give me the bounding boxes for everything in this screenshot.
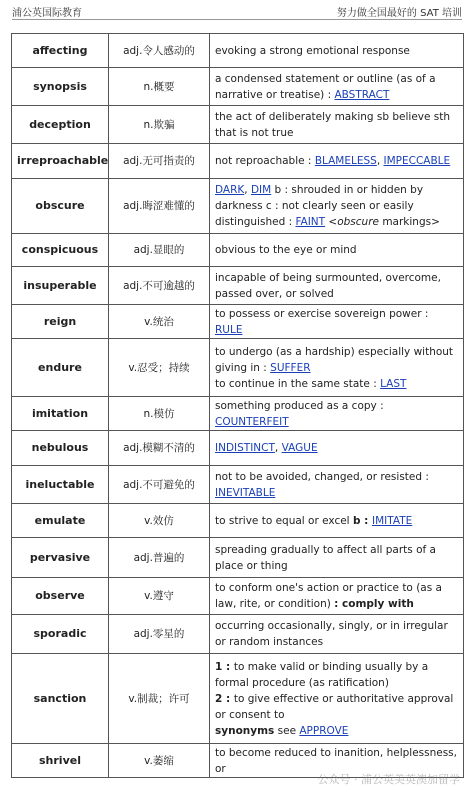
word-cell: irreproachable bbox=[12, 144, 109, 179]
table-row bbox=[12, 68, 464, 106]
xref-link[interactable]: ABSTRACT bbox=[334, 88, 390, 101]
definition-cell: to conform one's action or practice to (as a law, rite, or condition) : comply with bbox=[210, 578, 464, 615]
xref-link[interactable]: LAST bbox=[380, 377, 407, 390]
definition-cell: 1 : to make valid or binding usually by a formal procedure (as ratification) 2 : to give effective or authoritative approval or consent to synonyms see APPROVE bbox=[210, 654, 464, 744]
pos-cell: adj.无可指责的 bbox=[109, 144, 210, 179]
pos-cell: adj.模糊不清的 bbox=[109, 431, 210, 466]
definition-cell: not reproachable : BLAMELESS, IMPECCABLE bbox=[210, 144, 464, 179]
table-row bbox=[12, 234, 464, 267]
definition-cell: to become reduced to inanition, helplessness, or bbox=[210, 744, 464, 778]
xref-link[interactable]: FAINT bbox=[295, 216, 326, 228]
word-cell: ineluctable bbox=[12, 466, 109, 504]
xref-link[interactable]: INEVITABLE bbox=[215, 486, 276, 499]
pos-cell: v.统治 bbox=[109, 305, 210, 339]
pos-cell: n.概要 bbox=[109, 68, 210, 106]
pos-cell: adj.晦涩难懂的 bbox=[109, 179, 210, 234]
table-row bbox=[12, 397, 464, 431]
definition-cell: INDISTINCT, VAGUE bbox=[210, 431, 464, 466]
word-cell: observe bbox=[12, 578, 109, 615]
definition-cell: occurring occasionally, singly, or in irregular or random instances bbox=[210, 615, 464, 654]
word-cell: emulate bbox=[12, 504, 109, 538]
xref-link[interactable]: APPROVE bbox=[299, 724, 349, 737]
word-cell: pervasive bbox=[12, 538, 109, 578]
definition-cell: to possess or exercise sovereign power : RULE bbox=[210, 305, 464, 339]
xref-link[interactable]: INDISTINCT bbox=[215, 442, 275, 454]
pos-cell: v.萎缩 bbox=[109, 744, 210, 778]
pos-cell: adj.显眼的 bbox=[109, 234, 210, 267]
definition-cell: incapable of being surmounted, overcome, passed over, or solved bbox=[210, 267, 464, 305]
header-left-text: 浦公英国际教育 bbox=[12, 8, 82, 19]
definition-cell: obvious to the eye or mind bbox=[210, 234, 464, 267]
table-row bbox=[12, 654, 464, 744]
word-cell: sporadic bbox=[12, 615, 109, 654]
pos-cell: n.欺骗 bbox=[109, 106, 210, 144]
pos-cell: adj.令人感动的 bbox=[109, 34, 210, 68]
definition-cell: something produced as a copy : COUNTERFEIT bbox=[210, 397, 464, 431]
xref-link[interactable]: DIM bbox=[250, 184, 272, 196]
word-cell: endure bbox=[12, 339, 109, 397]
definition-cell: spreading gradually to affect all parts of a place or thing bbox=[210, 538, 464, 578]
word-cell: sanction bbox=[12, 654, 109, 744]
definition-cell: to strive to equal or excel b : IMITATE bbox=[210, 504, 464, 538]
table-row bbox=[12, 504, 464, 538]
table-row bbox=[12, 615, 464, 654]
pos-cell: v.效仿 bbox=[109, 504, 210, 538]
pos-cell: adj.零星的 bbox=[109, 615, 210, 654]
word-cell: affecting bbox=[12, 34, 109, 68]
table-row bbox=[12, 339, 464, 397]
xref-link[interactable]: BLAMELESS bbox=[314, 155, 377, 167]
word-cell: obscure bbox=[12, 179, 109, 234]
pos-cell: v.忍受；持续 bbox=[109, 339, 210, 397]
definition-cell: the act of deliberately making sb believe sth that is not true bbox=[210, 106, 464, 144]
table-row bbox=[12, 466, 464, 504]
page-header bbox=[0, 0, 474, 22]
word-cell: synopsis bbox=[12, 68, 109, 106]
word-cell: deception bbox=[12, 106, 109, 144]
pos-cell: v.制裁；许可 bbox=[109, 654, 210, 744]
definition-cell: to undergo (as a hardship) especially without giving in : SUFFER to continue in the same state : LAST bbox=[210, 339, 464, 397]
word-cell: nebulous bbox=[12, 431, 109, 466]
watermark: 公众号 · 浦公英美英澳加留学 bbox=[317, 773, 460, 786]
xref-link[interactable]: RULE bbox=[215, 323, 243, 336]
pos-cell: adj.不可逾越的 bbox=[109, 267, 210, 305]
vocabulary-table bbox=[11, 33, 464, 778]
definition-cell: a condensed statement or outline (as of a narrative or treatise) : ABSTRACT bbox=[210, 68, 464, 106]
xref-link[interactable]: COUNTERFEIT bbox=[215, 415, 289, 428]
xref-link[interactable]: VAGUE bbox=[281, 442, 318, 454]
table-row bbox=[12, 431, 464, 466]
pos-cell: adj.普遍的 bbox=[109, 538, 210, 578]
xref-link[interactable]: DARK bbox=[215, 184, 245, 196]
table-row bbox=[12, 106, 464, 144]
table-row bbox=[12, 267, 464, 305]
pos-cell: adj.不可避免的 bbox=[109, 466, 210, 504]
definition-cell: evoking a strong emotional response bbox=[210, 34, 464, 68]
word-cell: reign bbox=[12, 305, 109, 339]
word-cell: shrivel bbox=[12, 744, 109, 778]
definition-cell: not to be avoided, changed, or resisted : INEVITABLE bbox=[210, 466, 464, 504]
definition-cell: DARK, DIM b : shrouded in or hidden by darkness c : not clearly seen or easily distinguished : FAINT <obscure markings> bbox=[210, 179, 464, 234]
word-cell: imitation bbox=[12, 397, 109, 431]
table-row bbox=[12, 144, 464, 179]
xref-link[interactable]: SUFFER bbox=[270, 361, 311, 374]
table-row bbox=[12, 179, 464, 234]
table-row bbox=[12, 305, 464, 339]
table-row bbox=[12, 578, 464, 615]
header-divider bbox=[12, 19, 462, 20]
table-row bbox=[12, 34, 464, 68]
pos-cell: n.模仿 bbox=[109, 397, 210, 431]
word-cell: conspicuous bbox=[12, 234, 109, 267]
pos-cell: v.遵守 bbox=[109, 578, 210, 615]
xref-link[interactable]: IMITATE bbox=[371, 514, 413, 527]
header-right-text: 努力做全国最好的 SAT 培训 bbox=[336, 8, 462, 19]
word-cell: insuperable bbox=[12, 267, 109, 305]
table-row bbox=[12, 538, 464, 578]
xref-link[interactable]: IMPECCABLE bbox=[383, 155, 451, 167]
